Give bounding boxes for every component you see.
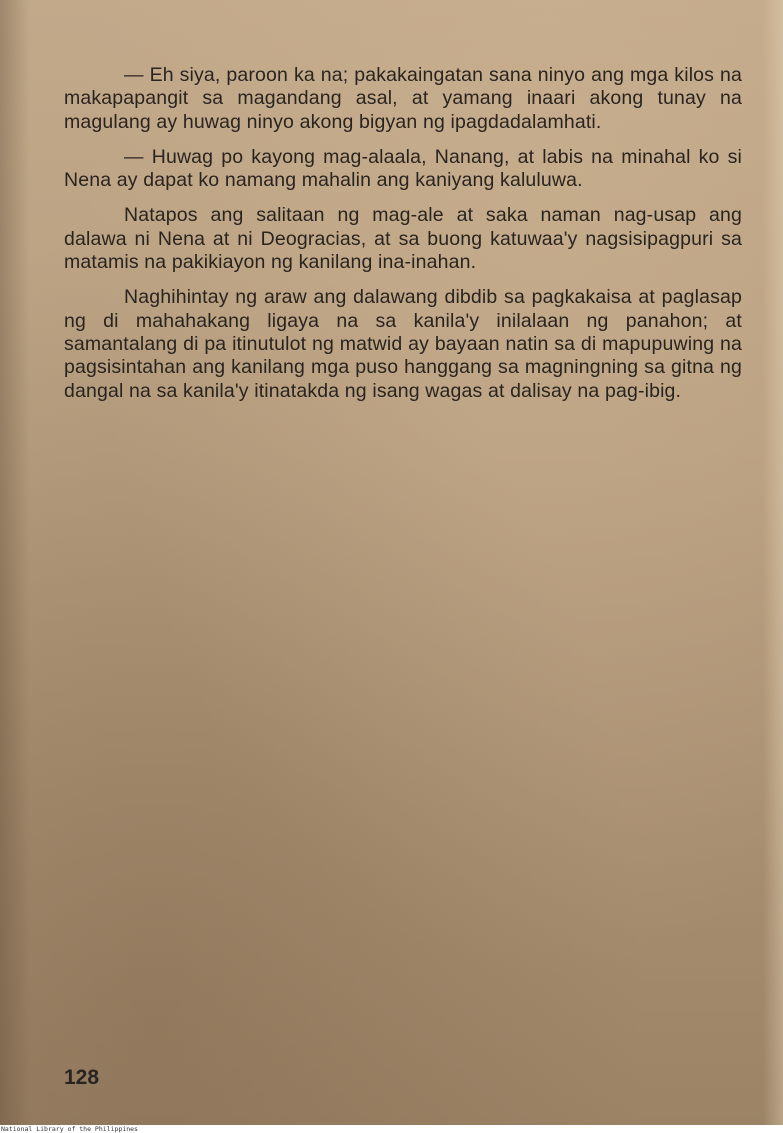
page-body-text: [64, 64, 742, 415]
footer-credit: National Library of the Philippines: [1, 1125, 138, 1133]
paragraph-4: Naghihintay ng araw ang dalawang dibdib sa pagkakaisa at paglasap ng di mahahakang ligaya na sa kanila'y inilalaan ng panahon; at samantalang di pa itinutulot ng matwid ay bayaan natin sa di mapupuwing na pagsisintahan ang kanilang mga puso hanggang sa magningning sa gitna ng dangal na sa kanila'y itinatakda ng isang wagas at dalisay na pag-ibig.: [64, 286, 742, 402]
paragraph-2: — Huwag po kayong mag-alaala, Nanang, at labis na minahal ko si Nena ay dapat ko namang mahalin ang kaniyang kaluluwa.: [64, 145, 742, 192]
page-number: 128: [64, 1066, 100, 1089]
paragraph-1: — Eh siya, paroon ka na; pakakaingatan sana ninyo ang mga kilos na makapapangit sa magandang asal, at yamang inaari akong tunay na magulang ay huwag ninyo akong bigyan ng ipagdadalamhati.: [64, 64, 742, 133]
paragraph-3: Natapos ang salitaan ng mag-ale at saka naman nag-usap ang dalawa ni Nena at ni Deogracias, at sa buong katuwaa'y nagsisipagpuri sa matamis na pakikiayon ng kanilang ina-inahan.: [64, 204, 742, 274]
